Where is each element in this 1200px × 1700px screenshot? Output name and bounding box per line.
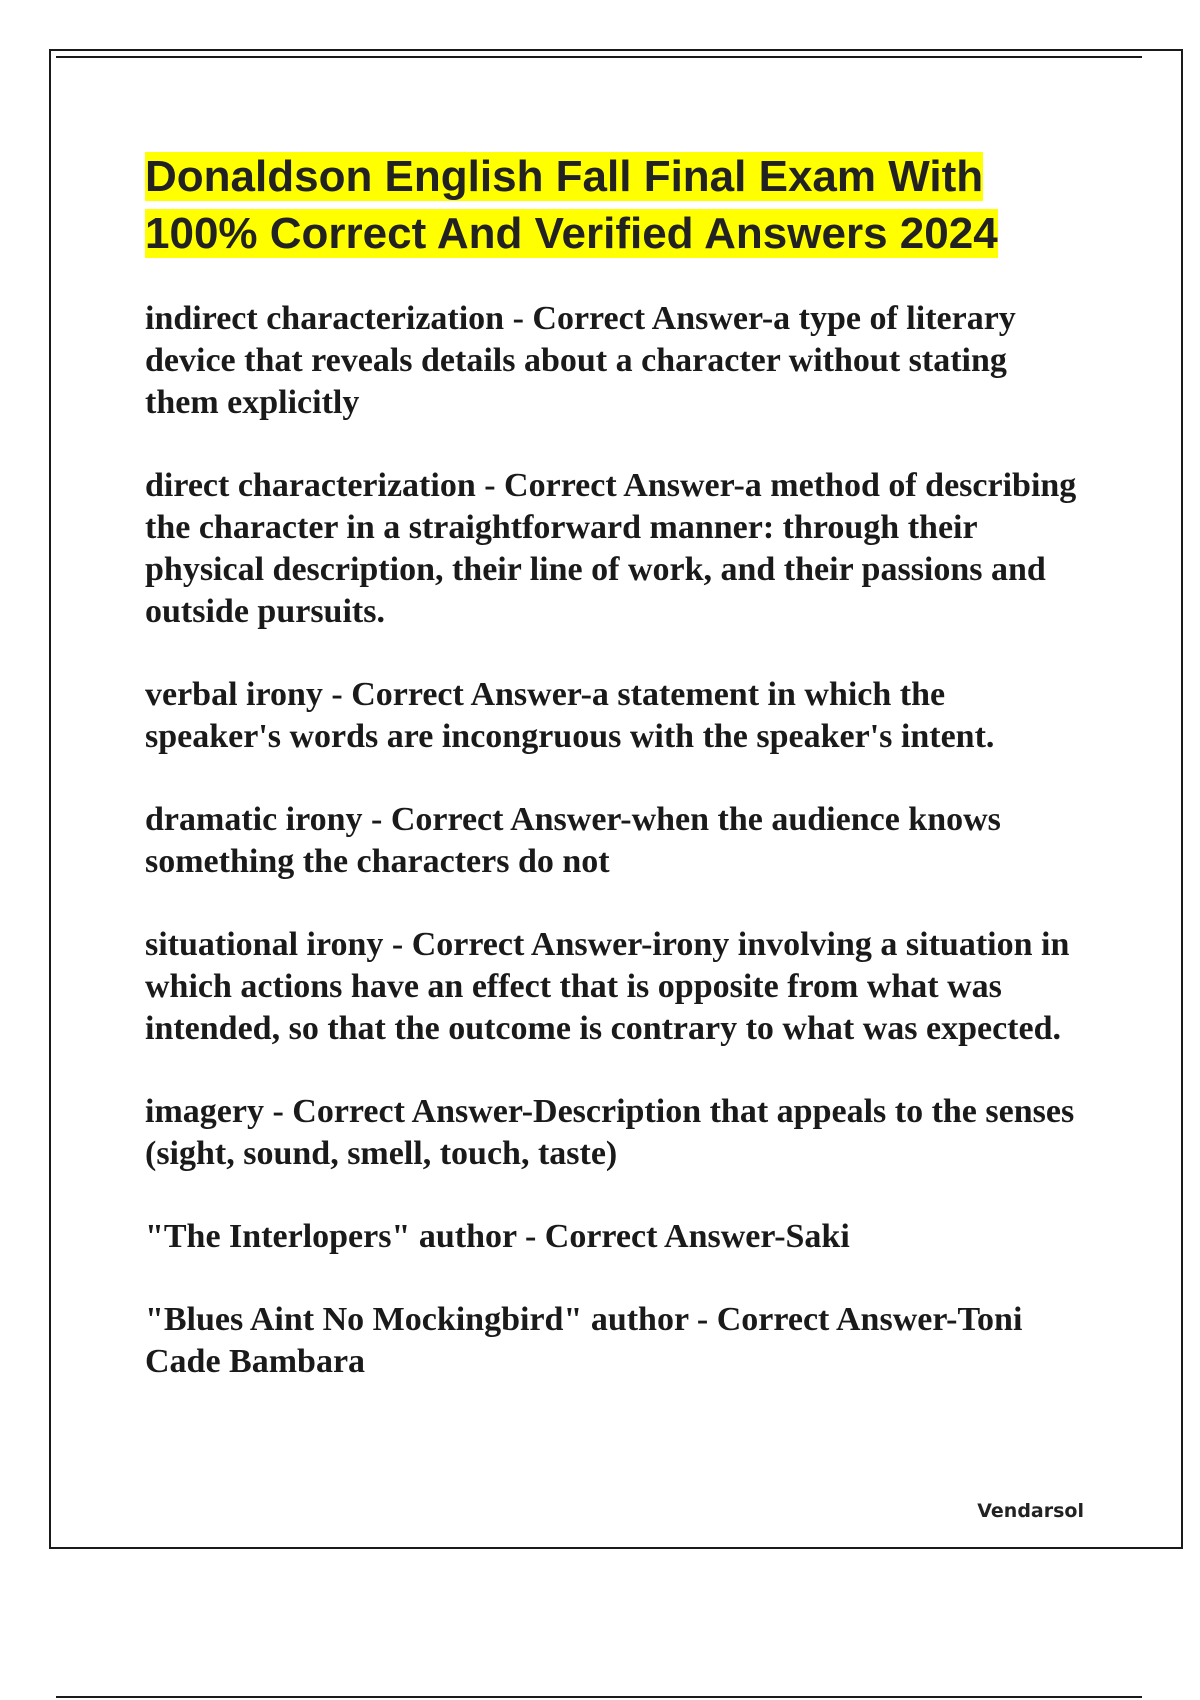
qa-entry-indirect-characterization: indirect characterization - Correct Answer-a type of literary device that reveals details about a character without stating them explicitly: [145, 300, 1016, 421]
qa-entry-situational-irony: situational irony - Correct Answer-irony involving a situation in which actions have an effect that is opposite from what was intended, so that the outcome is contrary to what was expected.: [145, 926, 1070, 1047]
bottom-rule: [56, 1696, 1142, 1698]
qa-entry-verbal-irony: verbal irony - Correct Answer-a statement in which the speaker's words are incongruous with the speaker's intent.: [145, 676, 995, 755]
qa-entry-direct-characterization: direct characterization - Correct Answer-a method of describing the character in a straightforward manner: through their physical description, their line of work, and their passions and outside pursuits.: [145, 467, 1077, 630]
document-title: [145, 148, 1085, 262]
qa-entry-blues-author: "Blues Aint No Mockingbird" author - Correct Answer-Toni Cade Bambara: [145, 1301, 1023, 1380]
qa-entry-interlopers-author: "The Interlopers" author - Correct Answer-Saki: [145, 1218, 850, 1255]
qa-entry-dramatic-irony: dramatic irony - Correct Answer-when the audience knows something the characters do not: [145, 801, 1001, 880]
qa-list: [145, 298, 1085, 1424]
document-title-text: Donaldson English Fall Final Exam With 100% Correct And Verified Answers 2024: [145, 152, 998, 258]
footer-brand: Vendarsol: [977, 1500, 1084, 1522]
qa-entry-imagery: imagery - Correct Answer-Description that appeals to the senses (sight, sound, smell, touch, taste): [145, 1093, 1075, 1172]
